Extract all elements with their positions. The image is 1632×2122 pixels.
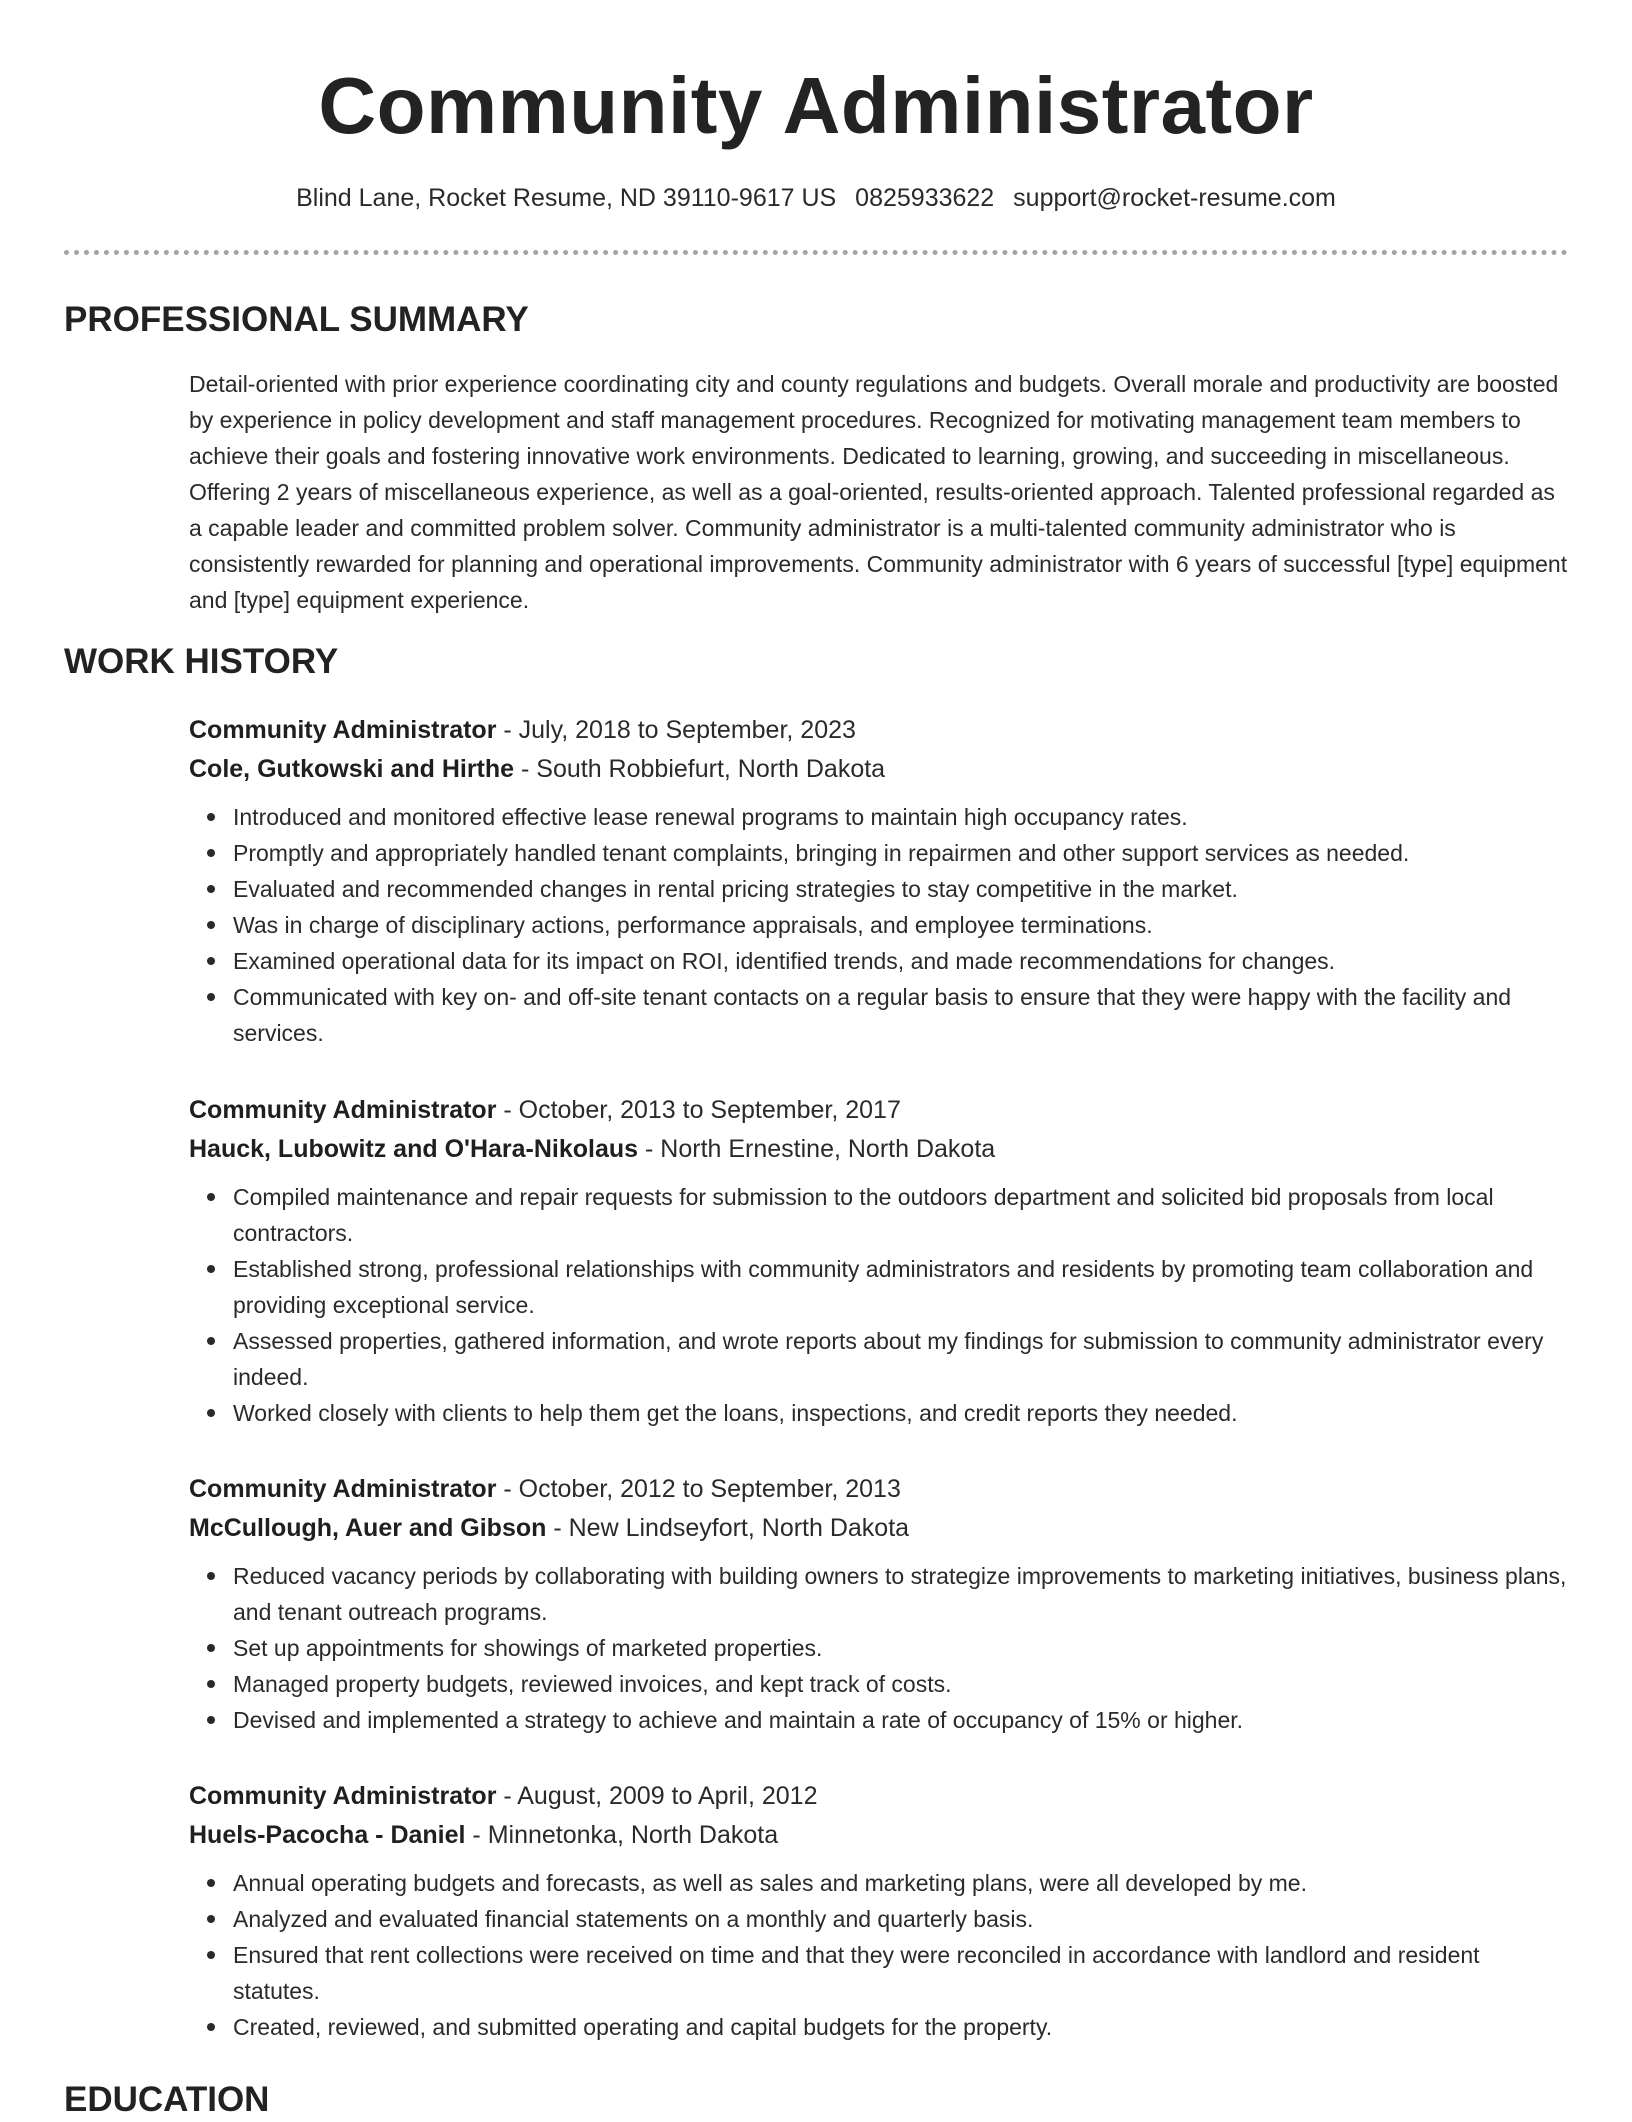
job-company: McCullough, Auer and Gibson xyxy=(189,1514,547,1542)
contact-phone: 0825933622 xyxy=(855,184,995,212)
job-bullet: Created, reviewed, and submitted operating and capital budgets for the property. xyxy=(233,2009,1569,2045)
job-bullet: Introduced and monitored effective lease renewal programs to maintain high occupancy rates. xyxy=(233,799,1569,835)
job-bullets xyxy=(189,1865,1569,2045)
header-divider xyxy=(64,250,1568,255)
job-bullet: Ensured that rent collections were received on time and that they were reconciled in accordance with landlord and resident statutes. xyxy=(233,1937,1569,2009)
job-title-line xyxy=(189,1091,1569,1130)
contact-line xyxy=(0,182,1632,214)
job-location: - Minnetonka, North Dakota xyxy=(465,1821,779,1849)
job-bullet: Communicated with key on- and off-site tenant contacts on a regular basis to ensure that they were happy with the facility and services. xyxy=(233,979,1569,1051)
job-role: Community Administrator xyxy=(189,716,497,744)
job-entry xyxy=(189,1470,1569,1738)
job-title-line xyxy=(189,711,1569,750)
job-entry xyxy=(189,711,1569,1051)
job-entry xyxy=(189,1777,1569,2045)
job-bullet: Examined operational data for its impact on ROI, identified trends, and made recommendations for changes. xyxy=(233,943,1569,979)
job-location: - New Lindseyfort, North Dakota xyxy=(546,1514,910,1542)
summary-section-title: PROFESSIONAL SUMMARY xyxy=(64,300,529,339)
job-bullet: Devised and implemented a strategy to achieve and maintain a rate of occupancy of 15% or higher. xyxy=(233,1702,1569,1738)
job-company: Hauck, Lubowitz and O'Hara-Nikolaus xyxy=(189,1135,639,1163)
job-location: - South Robbiefurt, North Dakota xyxy=(514,755,886,783)
summary-text: Detail-oriented with prior experience coordinating city and county regulations and budgets. Overall morale and productivity are boosted by experience in policy development and staff management procedures. Recognized for motivating management team members to achieve their goals and fostering innovative work environments. Dedicated to learning, growing, and succeeding in miscellaneous. Offering 2 years of miscellaneous experience, as well as a goal-oriented, results-oriented approach. Talented professional regarded as a capable leader and committed problem solver. Community administrator is a multi-talented community administrator who is consistently rewarded for planning and operational improvements. Community administrator with 6 years of successful [type] equipment and [type] equipment experience. xyxy=(189,371,1568,613)
job-dates: - July, 2018 to September, 2023 xyxy=(496,716,856,744)
job-bullets xyxy=(189,1558,1569,1738)
resume-name-heading: Community Administrator xyxy=(318,61,1314,150)
job-bullet: Reduced vacancy periods by collaborating with building owners to strategize improvements to marketing initiatives, business plans, and tenant outreach programs. xyxy=(233,1558,1569,1630)
job-role: Community Administrator xyxy=(189,1096,497,1124)
job-title-line xyxy=(189,1470,1569,1509)
job-location: - North Ernestine, North Dakota xyxy=(638,1135,996,1163)
job-company-line xyxy=(189,1509,1569,1548)
job-entry xyxy=(189,1091,1569,1431)
job-bullet: Established strong, professional relationships with community administrators and residents by promoting team collaboration and providing exceptional service. xyxy=(233,1251,1569,1323)
job-role: Community Administrator xyxy=(189,1782,497,1810)
job-bullet: Annual operating budgets and forecasts, as well as sales and marketing plans, were all developed by me. xyxy=(233,1865,1569,1901)
job-dates: - October, 2013 to September, 2017 xyxy=(496,1096,901,1124)
education-section-title: EDUCATION xyxy=(64,2080,270,2119)
job-bullet: Promptly and appropriately handled tenant complaints, bringing in repairmen and other support services as needed. xyxy=(233,835,1569,871)
contact-address: Blind Lane, Rocket Resume, ND 39110-9617 US xyxy=(296,184,837,212)
job-bullet: Was in charge of disciplinary actions, performance appraisals, and employee terminations. xyxy=(233,907,1569,943)
job-dates: - August, 2009 to April, 2012 xyxy=(496,1782,818,1810)
job-bullets xyxy=(189,799,1569,1051)
job-bullet: Assessed properties, gathered information, and wrote reports about my findings for submission to community administrator every indeed. xyxy=(233,1323,1569,1395)
job-role: Community Administrator xyxy=(189,1475,497,1503)
contact-email: support@rocket-resume.com xyxy=(1013,184,1336,212)
work-history-section-title: WORK HISTORY xyxy=(64,642,339,681)
job-company-line xyxy=(189,1130,1569,1169)
job-company: Huels-Pacocha - Daniel xyxy=(189,1821,466,1849)
job-company-line xyxy=(189,750,1569,789)
job-bullet: Analyzed and evaluated financial statements on a monthly and quarterly basis. xyxy=(233,1901,1569,1937)
job-bullets xyxy=(189,1179,1569,1431)
job-bullet: Set up appointments for showings of marketed properties. xyxy=(233,1630,1569,1666)
job-title-line xyxy=(189,1777,1569,1816)
job-bullet: Worked closely with clients to help them get the loans, inspections, and credit reports they needed. xyxy=(233,1395,1569,1431)
job-bullet: Compiled maintenance and repair requests for submission to the outdoors department and solicited bid proposals from local contractors. xyxy=(233,1179,1569,1251)
job-company-line xyxy=(189,1816,1569,1855)
job-bullet: Managed property budgets, reviewed invoices, and kept track of costs. xyxy=(233,1666,1569,1702)
job-dates: - October, 2012 to September, 2013 xyxy=(496,1475,901,1503)
job-bullet: Evaluated and recommended changes in rental pricing strategies to stay competitive in the market. xyxy=(233,871,1569,907)
job-company: Cole, Gutkowski and Hirthe xyxy=(189,755,515,783)
